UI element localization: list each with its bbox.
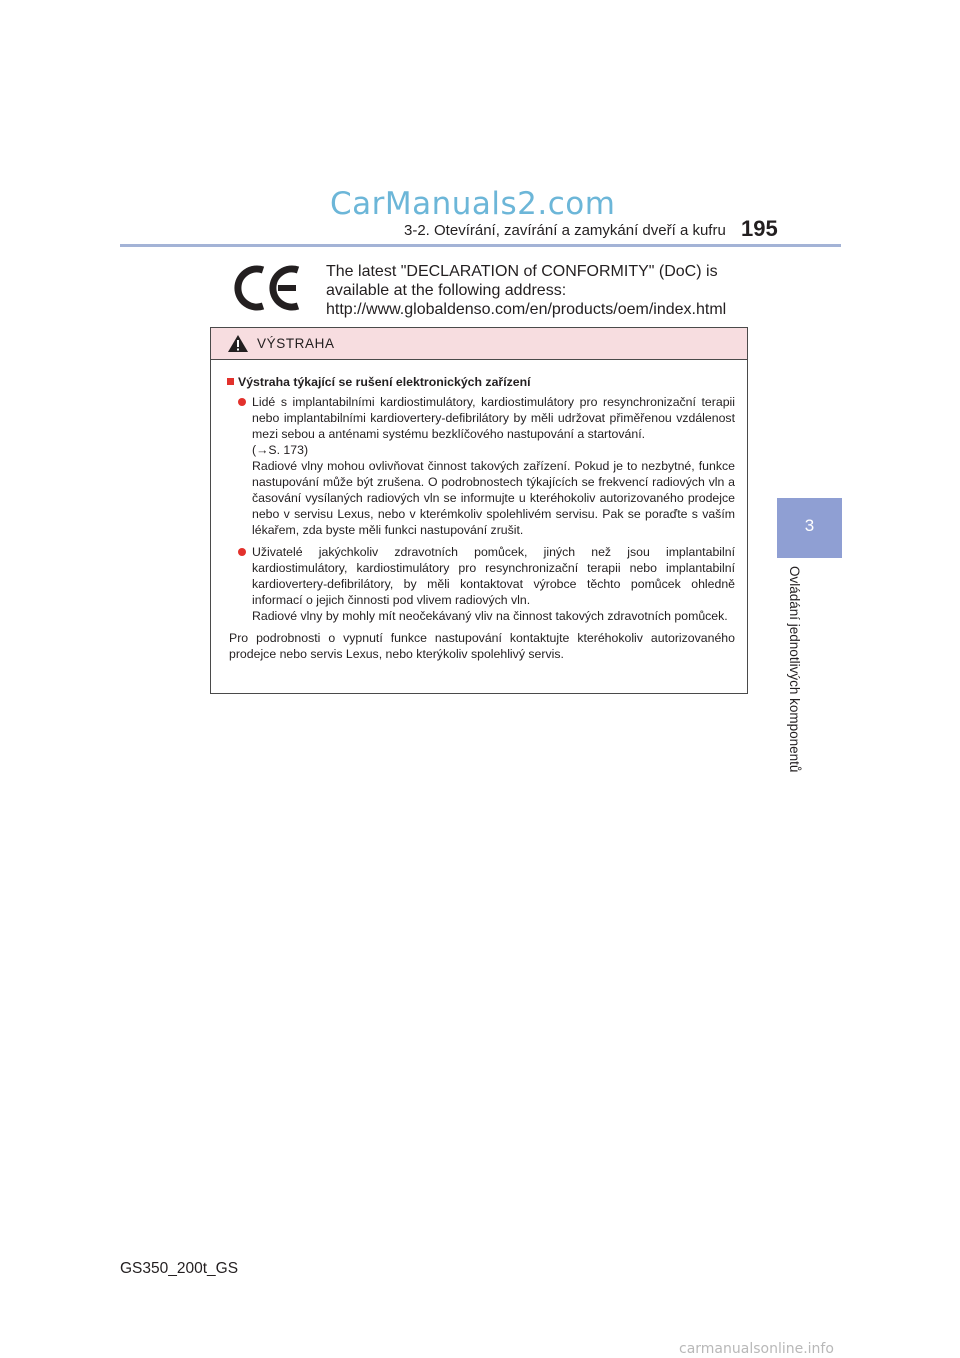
- declaration-text: [326, 262, 726, 319]
- warning-subheading-text: Výstraha týkající se rušení elektronických zařízení: [238, 375, 531, 389]
- square-bullet-icon: [227, 378, 234, 385]
- warning-triangle-icon: [227, 334, 249, 353]
- circle-bullet-icon: [238, 548, 246, 556]
- header-rule: [120, 244, 841, 247]
- footer-model: GS350_200t_GS: [120, 1260, 239, 1277]
- bullet-paragraph: Radiové vlny by mohly mít neočekávaný vliv na činnost takových zdravotních pomůcek.: [252, 609, 728, 623]
- warning-body: [211, 360, 747, 662]
- section-title: 3-2. Otevírání, zavírání a zamykání dveří a kufru: [404, 222, 726, 239]
- declaration-line-1: The latest "DECLARATION of CONFORMITY" (DoC) is: [326, 263, 718, 280]
- bullet-paragraph: Uživatelé jakýchkoliv zdravotních pomůcek, jiných než jsou implantabilní kardiostimulátory, kardiostimulátory pro resynchronizační terapii nebo implantabilní kardiovertery-defibrilátory, by měli kontaktovat výrobce těchto pomůcek ohledně informací o jejich činnosti pod vlivem radiových vln.: [252, 545, 735, 607]
- ce-mark-icon: [232, 262, 304, 314]
- bullet-paragraph: Radiové vlny mohou ovlivňovat činnost takových zařízení. Pokud je to nezbytné, funkce nastupování může být zrušena. O podrobnostech týkajících se frekvencí radiových vln a časování vysílaných radiových vln se informujte u kteréhokoliv autorizovaného prodejce nebo v servisu Lexus, nebo v kterémkoliv spolehlivém servisu. Pak se poraďte s vaším lékařem, zda byste měli funkci nastupování zrušit.: [252, 459, 735, 537]
- page-number: 195: [741, 216, 778, 241]
- warning-box: [210, 327, 748, 694]
- chapter-title: Ovládání jednotlivých komponentů: [787, 566, 802, 773]
- declaration-url: http://www.globaldenso.com/en/products/oem/index.html: [326, 301, 727, 318]
- declaration-line-2: available at the following address:: [326, 282, 567, 299]
- watermark-top: CarManuals2.com: [330, 186, 616, 222]
- warning-bullet: [238, 394, 735, 538]
- bullet-paragraph: Lidé s implantabilními kardiostimulátory, kardiostimulátory pro resynchronizační terapii nebo implantabilními kardiovertery-defibrilátory by měli udržovat přiměřenou vzdálenost mezi sebou a anténami systému bezklíčového nastupování a startování.: [252, 395, 735, 441]
- warning-bullet: [238, 544, 735, 624]
- warning-header: [211, 328, 747, 360]
- chapter-tab: [777, 498, 842, 558]
- watermark-bottom: carmanualsonline.info: [679, 1341, 834, 1357]
- warning-subheading: [227, 374, 735, 390]
- chapter-number: 3: [804, 516, 815, 535]
- circle-bullet-icon: [238, 398, 246, 406]
- page-reference: (→S. 173): [252, 443, 309, 457]
- warning-note: Pro podrobnosti o vypnutí funkce nastupování kontaktujte kteréhokoliv autorizovaného prodejce nebo servis Lexus, nebo kterýkoliv spolehlivý servis.: [229, 631, 735, 661]
- warning-title: VÝSTRAHA: [257, 336, 335, 351]
